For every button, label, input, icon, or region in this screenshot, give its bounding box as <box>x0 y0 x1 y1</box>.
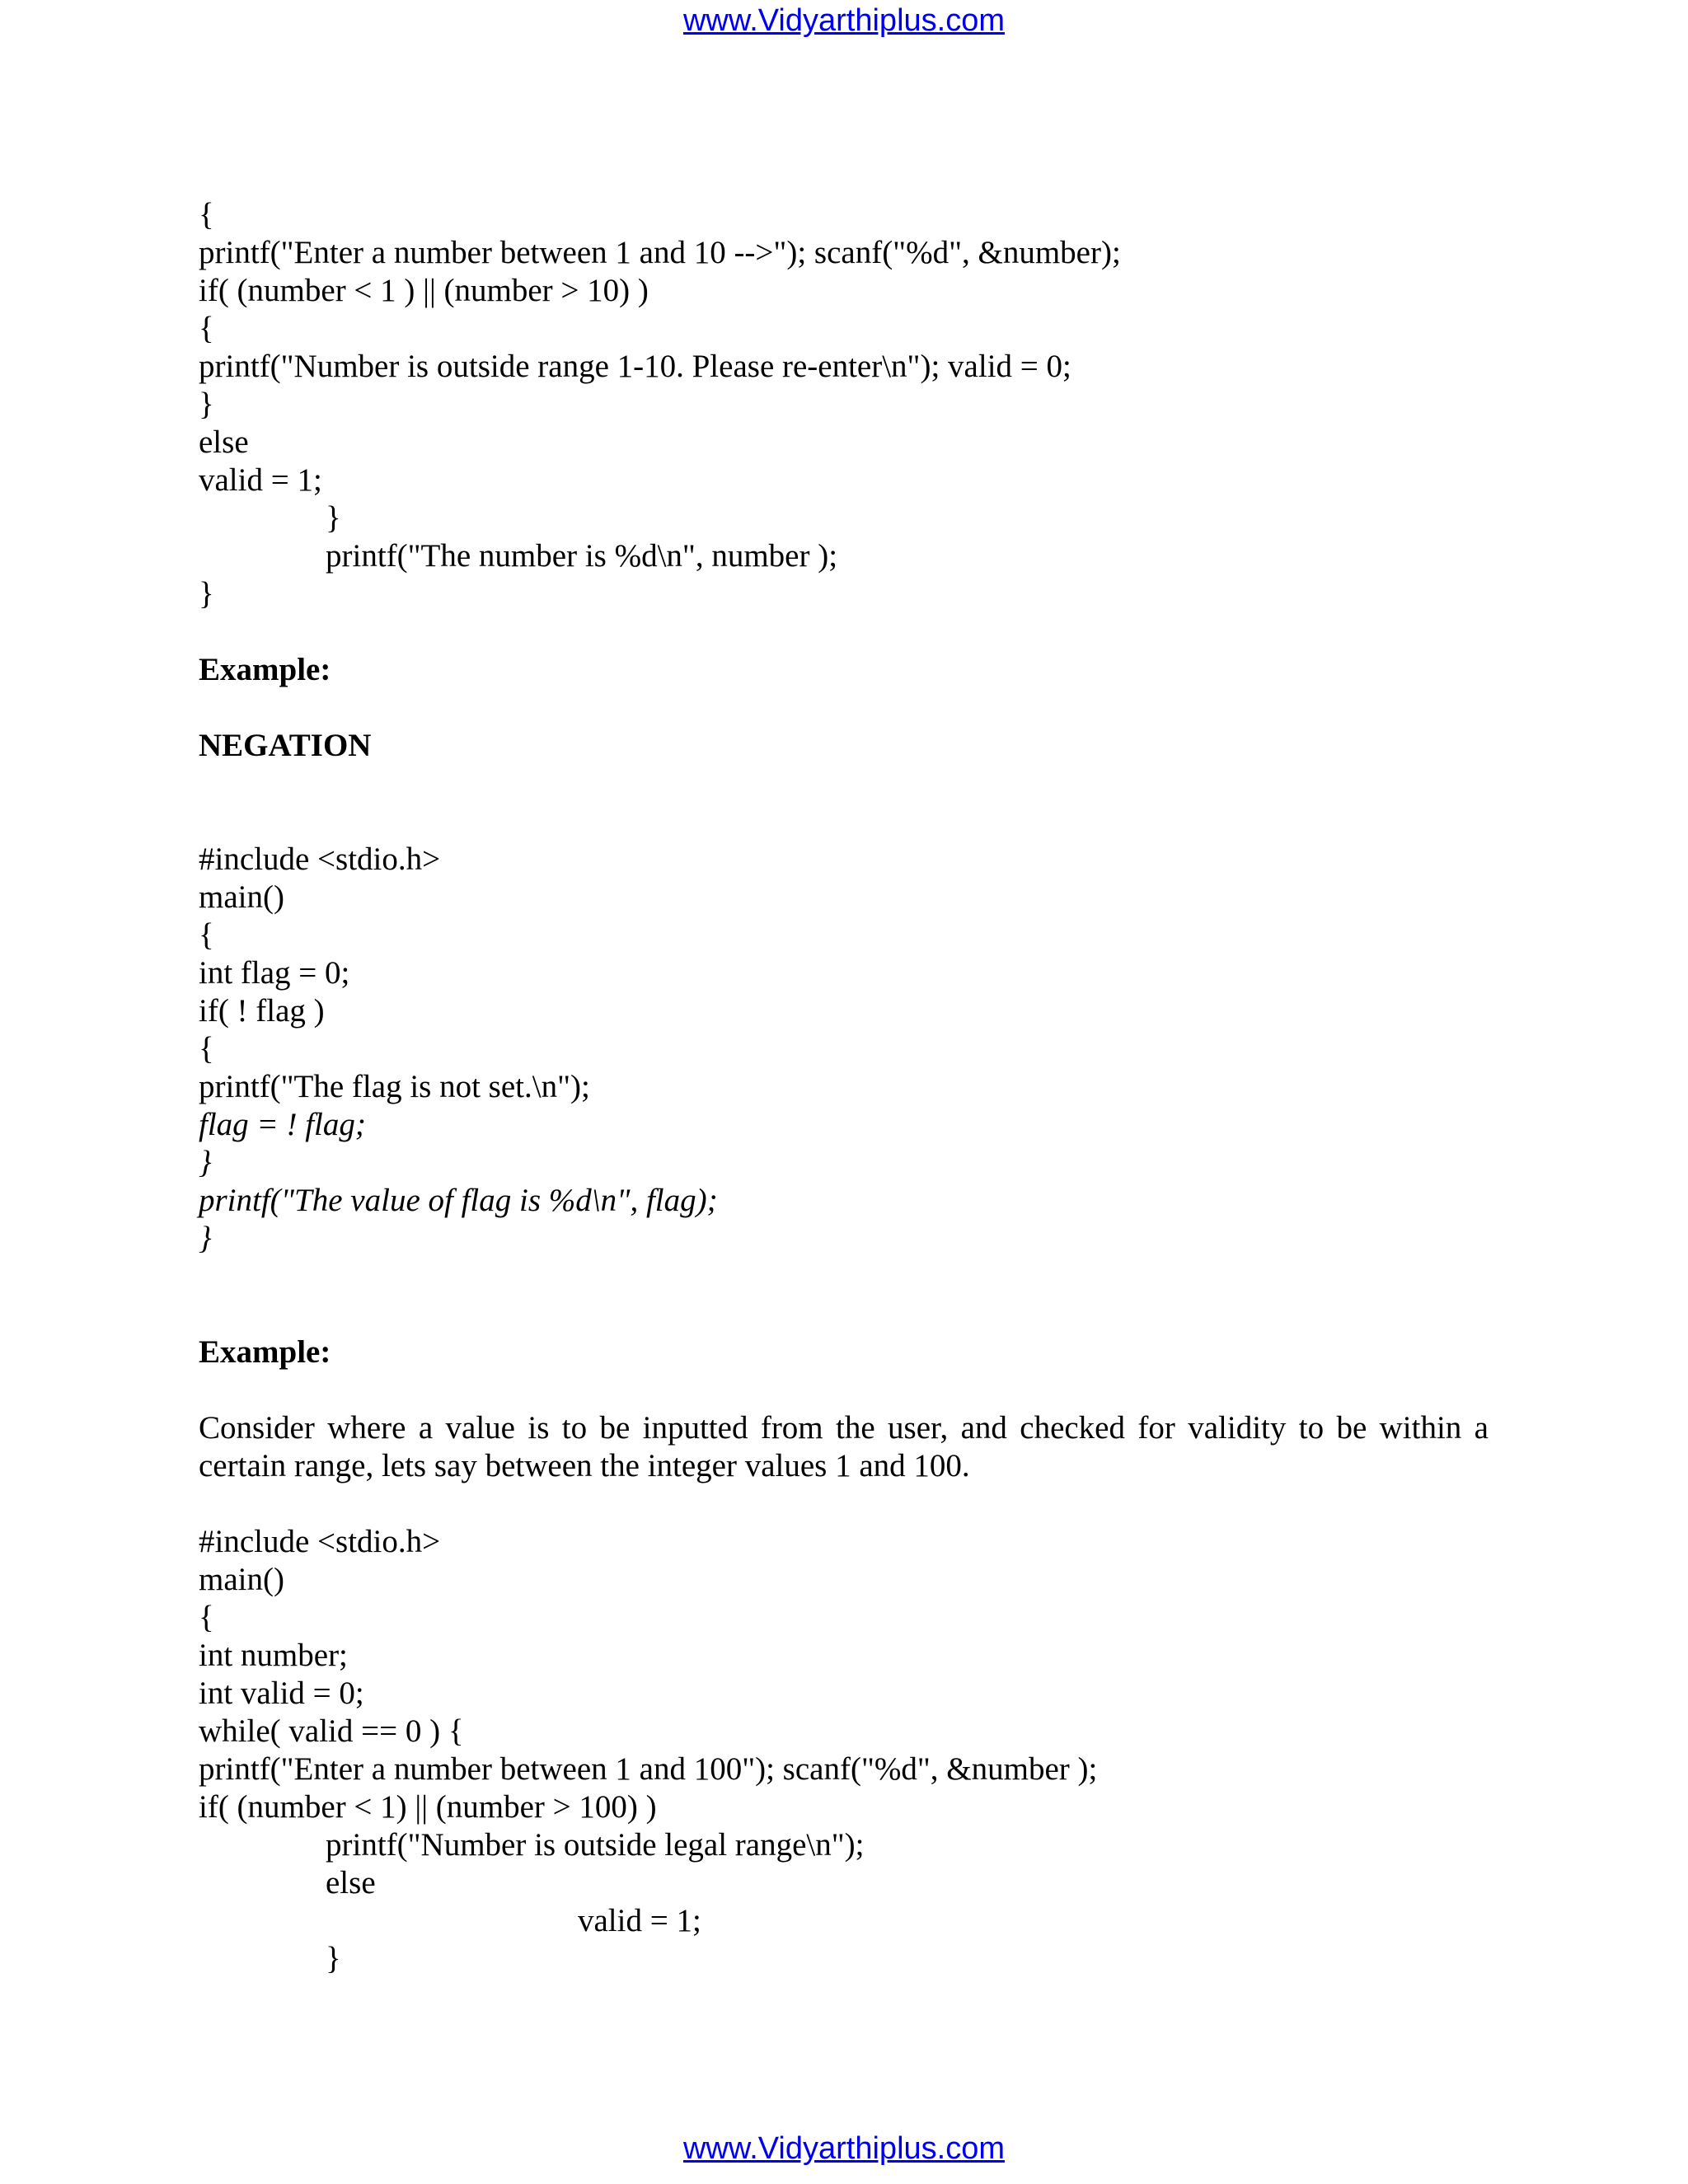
code-line: { <box>199 197 214 232</box>
code-line: int valid = 0; <box>199 1675 364 1711</box>
code-line: if( ! flag ) <box>199 993 325 1029</box>
footer-link[interactable]: www.Vidyarthiplus.com <box>682 2131 1005 2166</box>
code-line: #include <stdio.h> <box>199 841 441 877</box>
code-line: } <box>199 1221 212 1256</box>
example-heading: Example: <box>199 652 331 687</box>
code-line: printf("The number is %d\n", number ); <box>326 538 838 574</box>
code-line: } <box>326 500 341 536</box>
code-line: printf("Enter a number between 1 and 100"); scanf("%d", &number ); <box>199 1751 1098 1787</box>
code-line: } <box>199 387 214 422</box>
code-line: { <box>199 1600 214 1635</box>
code-line: if( (number < 1) || (number > 100) ) <box>199 1789 657 1825</box>
code-line: valid = 1; <box>199 462 322 498</box>
code-line: printf("The value of flag is %d\n", flag); <box>199 1183 718 1218</box>
negation-heading: NEGATION <box>199 728 372 763</box>
code-line: int flag = 0; <box>199 955 350 991</box>
code-block-range-check <box>199 1523 1489 1978</box>
header-link[interactable]: www.Vidyarthiplus.com <box>682 3 1005 38</box>
code-line: printf("Number is outside range 1-10. Please re-enter\n"); valid = 0; <box>199 349 1071 384</box>
code-block-negation <box>199 841 1489 1258</box>
code-line: { <box>199 311 214 346</box>
code-line: } <box>199 576 214 612</box>
code-line: } <box>326 1941 341 1976</box>
code-line: int number; <box>199 1638 348 1673</box>
code-block-validation <box>199 196 1489 613</box>
code-line: printf("Number is outside legal range\n"); <box>326 1827 865 1863</box>
code-line: main() <box>199 879 284 915</box>
code-line: else <box>326 1865 376 1900</box>
code-line: while( valid == 0 ) { <box>199 1713 464 1749</box>
code-line: #include <stdio.h> <box>199 1524 441 1559</box>
code-line: { <box>199 917 214 953</box>
code-line: flag = ! flag; <box>199 1107 366 1142</box>
example-heading: Example: <box>199 1334 331 1370</box>
code-line: printf("The flag is not set.\n"); <box>199 1069 590 1104</box>
page-content <box>199 196 1489 1978</box>
code-line: if( (number < 1 ) || (number > 10) ) <box>199 273 649 308</box>
code-line: { <box>199 1031 214 1066</box>
code-line: printf("Enter a number between 1 and 10 -->"); scanf("%d", &number); <box>199 235 1121 270</box>
description-paragraph: Consider where a value is to be inputted from the user, and checked for validity to be within a certain range, lets say between the integer values 1 and 100. <box>199 1410 1489 1483</box>
code-line: valid = 1; <box>578 1903 701 1938</box>
code-line: else <box>199 424 249 460</box>
code-line: main() <box>199 1562 284 1597</box>
code-line: } <box>199 1145 212 1180</box>
